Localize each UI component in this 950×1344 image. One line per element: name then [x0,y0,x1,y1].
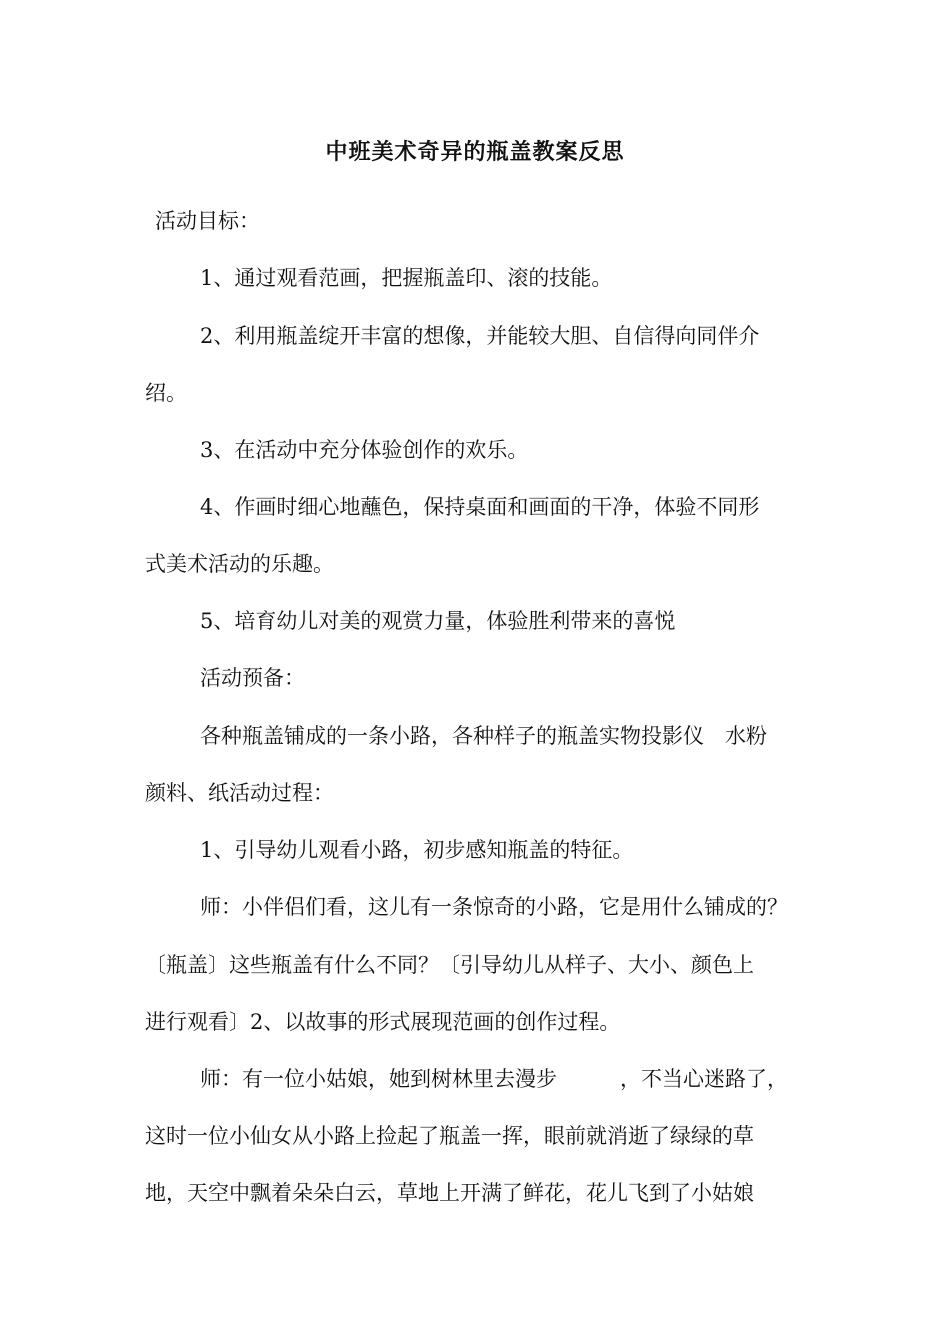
paragraph-line: 2、利用瓶盖绽开丰富的想像，并能较大胆、自信得向同伴介 [200,324,760,348]
section-heading-goals: 活动目标： [155,209,260,233]
paragraph-line: 进行观看〕2、以故事的形式展现范画的创作过程。 [145,1010,621,1034]
paragraph-line: 颜料、纸活动过程： [145,781,334,805]
paragraph-line: 5、培育幼儿对美的观赏力量，体验胜利带来的喜悦 [200,609,676,633]
paragraph-line: 绍。 [145,381,187,405]
paragraph-line: 这时一位小仙女从小路上捡起了瓶盖一挥，眼前就消逝了绿绿的草 [145,1124,754,1148]
paragraph-line: 式美术活动的乐趣。 [145,552,334,576]
paragraph-line: 4、作画时细心地蘸色，保持桌面和画面的干净，体验不同形 [200,495,760,519]
paragraph-line: 师：小伴侣们看，这儿有一条惊奇的小路，它是用什么铺成的？ [200,895,788,919]
paragraph-line: 师：有一位小姑娘，她到树林里去漫步 ，不当心迷路了， [200,1067,788,1091]
paragraph-line: 各种瓶盖铺成的一条小路，各种样子的瓶盖实物投影仪 水粉 [200,724,767,748]
paragraph-line: 1、通过观看范画，把握瓶盖印、滚的技能。 [200,266,613,290]
paragraph-line: 地，天空中飘着朵朵白云，草地上开满了鲜花，花儿飞到了小姑娘 [145,1181,754,1205]
paragraph-line: 〔瓶盖〕这些瓶盖有什么不同？〔引导幼儿从样子、大小、颜色上 [145,953,754,977]
section-heading-preparation: 活动预备： [200,666,305,690]
paragraph-line: 3、在活动中充分体验创作的欢乐。 [200,438,529,462]
document-title: 中班美术奇异的瓶盖教案反思 [325,140,625,165]
paragraph-line: 1、引导幼儿观看小路，初步感知瓶盖的特征。 [200,838,634,862]
